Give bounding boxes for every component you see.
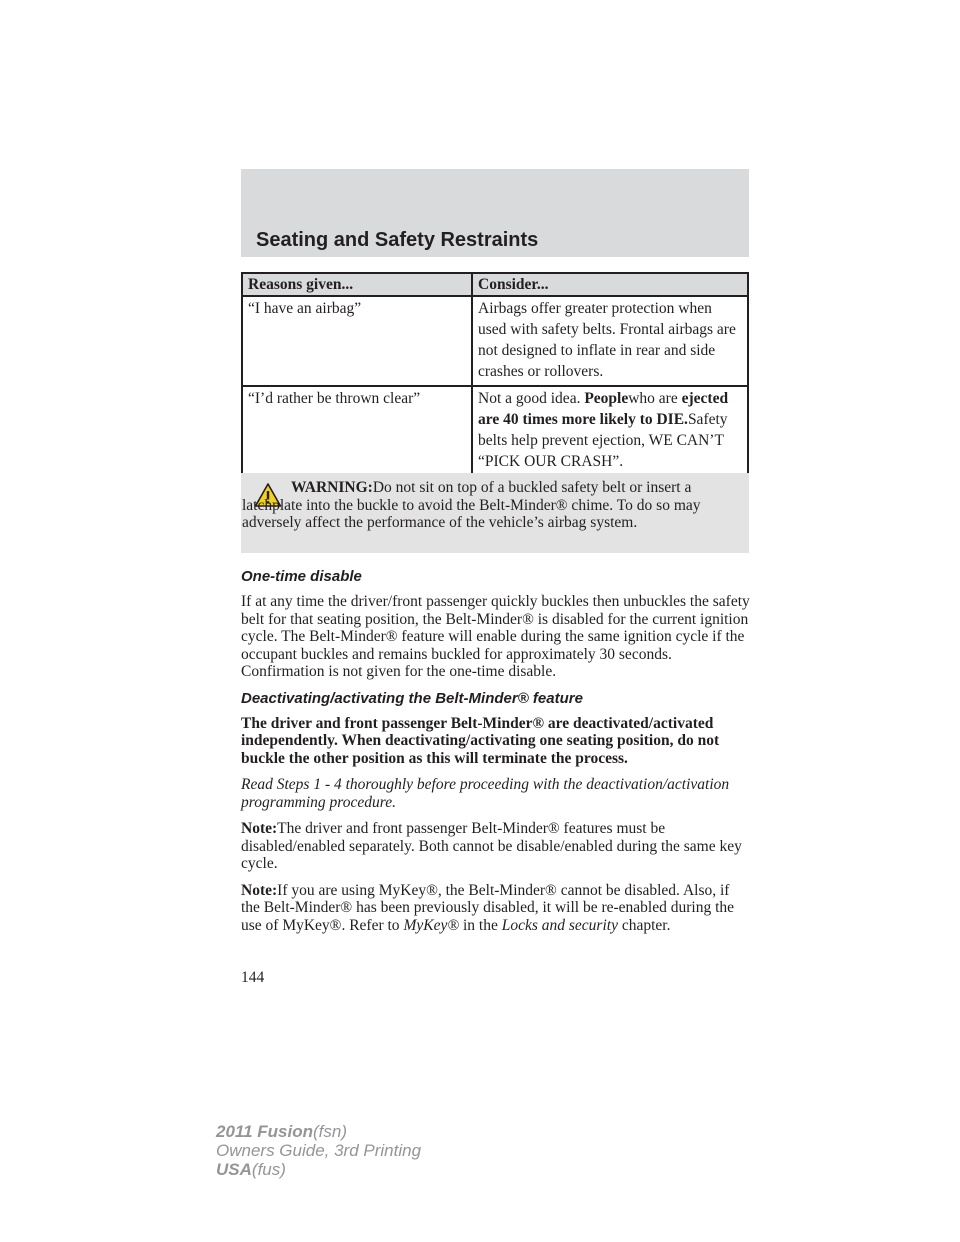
heading-one-time-disable: One-time disable — [241, 568, 362, 585]
warning-label: WARNING: — [291, 479, 373, 496]
footer-model: 2011 Fusion — [216, 1122, 313, 1141]
note-paragraph — [241, 882, 751, 935]
footer-code: (fus) — [251, 1160, 286, 1179]
page-number: 144 — [241, 969, 265, 986]
footer-line: Owners Guide, 3rd Printing — [216, 1141, 422, 1160]
consider-text: who are — [628, 390, 682, 407]
heading-deactivating: Deactivating/activating the Belt-Minder® feature — [241, 689, 583, 707]
warning-body: Do not sit on top of a buckled safety belt or insert a latchplate into the buckle to avoid the Belt-Minder® chime. To do so may adversely affect the performance of the vehicle’s airbag system. — [242, 479, 701, 531]
paragraph-read-steps: Read Steps 1 - 4 thoroughly before proceeding with the deactivation/activation programming procedure. — [241, 776, 730, 811]
footer-line — [216, 1122, 421, 1141]
consider-cell — [472, 386, 748, 476]
note-paragraph — [241, 820, 751, 873]
paragraph-bold-instructions — [241, 715, 751, 768]
paragraph-one-time-disable: If at any time the driver/front passenger quickly buckles then unbuckles the safety belt for that seating position, the Belt-Minder® is disabled for the current ignition cycle. The Belt-Minder® feature will enable during the same ignition cycle if the occupant buckles and remains buckled for approximately 30 seconds. Confirmation is not given for the one-time disable. — [241, 593, 750, 680]
reasons-table — [241, 272, 749, 477]
note-label: Note: — [241, 820, 278, 837]
column-header-reasons: Reasons given... — [242, 273, 472, 296]
column-header-consider: Consider... — [472, 273, 748, 296]
reason-cell: “I have an airbag” — [242, 296, 472, 386]
consider-text: Safety belts help prevent ejection, WE CAN’T “PICK OUR CRASH”. — [478, 411, 728, 470]
reason-cell: “I’d rather be thrown clear” — [242, 386, 472, 476]
footer-line — [216, 1160, 421, 1179]
table-header-row — [242, 273, 748, 296]
table-row — [242, 386, 748, 476]
table-row — [242, 296, 748, 386]
footer-imprint — [216, 1122, 421, 1179]
bold-text: The driver and front passenger Belt-Minder® are deactivated/activated independently. When deactivating/activating one seating position, do not buckle the other position as this will terminate the process. — [241, 714, 720, 767]
note-text: If you are using MyKey®, the Belt-Minder® cannot be disabled. Also, if the Belt-Minder® has been previously disabled, it will be re-enabled during the use of MyKey®. Refer to — [241, 881, 735, 934]
main-content — [241, 568, 751, 943]
warning-text — [242, 479, 742, 532]
warning-box — [241, 473, 749, 553]
footer-market: USA — [216, 1160, 252, 1179]
note-text: The driver and front passenger Belt-Minder® features must be disabled/enabled separately. Both cannot be disable/enabled during the same key cycle. — [241, 820, 742, 872]
note-text: chapter. — [617, 916, 671, 934]
note-label: Note: — [241, 881, 278, 899]
consider-cell: Airbags offer greater protection when used with safety belts. Frontal airbags are not designed to inflate in rear and side crashes or rollovers. — [472, 296, 748, 386]
cross-reference: MyKey® — [403, 916, 460, 934]
consider-emphasis: ejected are 40 times more likely to DIE. — [478, 390, 729, 428]
consider-emphasis: People — [584, 390, 629, 407]
cross-reference: Locks and security — [501, 916, 618, 934]
note-text: in the — [459, 916, 502, 934]
footer-code: (fsn) — [313, 1122, 347, 1141]
section-title: Seating and Safety Restraints — [256, 229, 539, 251]
consider-text: Not a good idea. — [478, 390, 585, 407]
